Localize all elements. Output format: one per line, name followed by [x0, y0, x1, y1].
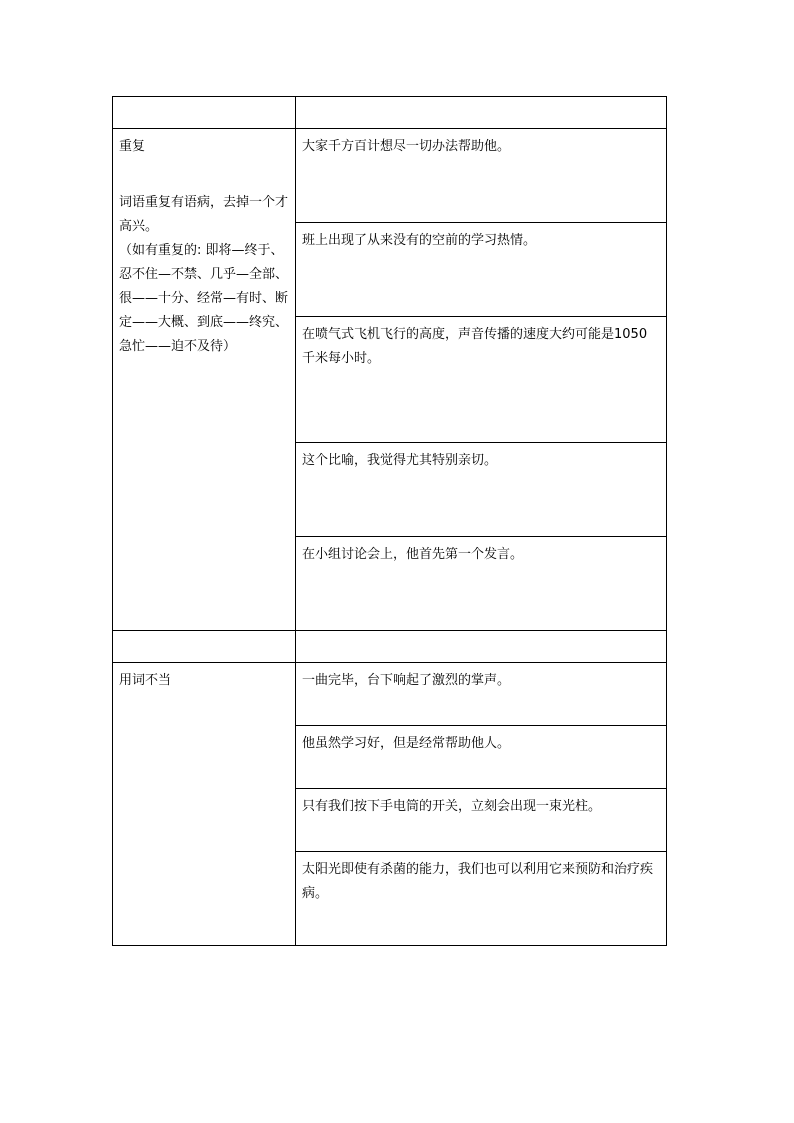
example-cell [296, 789, 667, 852]
table-row-empty-separator [113, 631, 667, 663]
example-sentence: 大家千方百计想尽一切办法帮助他。 [302, 139, 511, 154]
example-cell [296, 317, 667, 443]
category-description: 词语重复有语病，去掉一个才高兴。 [119, 195, 289, 234]
example-cell [296, 223, 667, 317]
table-row [113, 663, 667, 726]
rules-table [112, 96, 667, 946]
example-sentence: 这个比喻，我觉得尤其特别亲切。 [302, 453, 498, 468]
example-cell [296, 663, 667, 726]
empty-cell [296, 97, 667, 129]
table-row [113, 129, 667, 223]
empty-cell [113, 97, 296, 129]
example-cell [296, 726, 667, 789]
example-sentence: 在喷气式飞机飞行的高度，声音传播的速度大约可能是1050千米每小时。 [302, 327, 648, 366]
empty-cell [296, 631, 667, 663]
example-sentence: 太阳光即使有杀菌的能力，我们也可以利用它来预防和治疗疾病。 [302, 862, 654, 901]
example-sentence: 一曲完毕，台下响起了激烈的掌声。 [302, 673, 511, 688]
empty-cell [113, 631, 296, 663]
category-cell-misuse [113, 663, 296, 946]
example-sentence: 班上出现了从来没有的空前的学习热情。 [302, 233, 537, 248]
category-cell-repetition [113, 129, 296, 631]
category-note: （如有重复的: 即将—终于、忍不住—不禁、几乎—全部、很——十分、经常—有时、断定——大概、到底——终究、急忙——迫不及待） [119, 243, 289, 354]
table-row-empty-top [113, 97, 667, 129]
example-cell [296, 443, 667, 537]
category-heading: 重复 [119, 139, 146, 154]
example-cell [296, 852, 667, 946]
example-sentence: 他虽然学习好，但是经常帮助他人。 [302, 736, 511, 751]
example-cell [296, 129, 667, 223]
example-sentence: 在小组讨论会上，他首先第一个发言。 [302, 547, 524, 562]
example-cell [296, 537, 667, 631]
example-sentence: 只有我们按下手电筒的开关，立刻会出现一束光柱。 [302, 799, 602, 814]
category-heading: 用词不当 [119, 673, 172, 688]
